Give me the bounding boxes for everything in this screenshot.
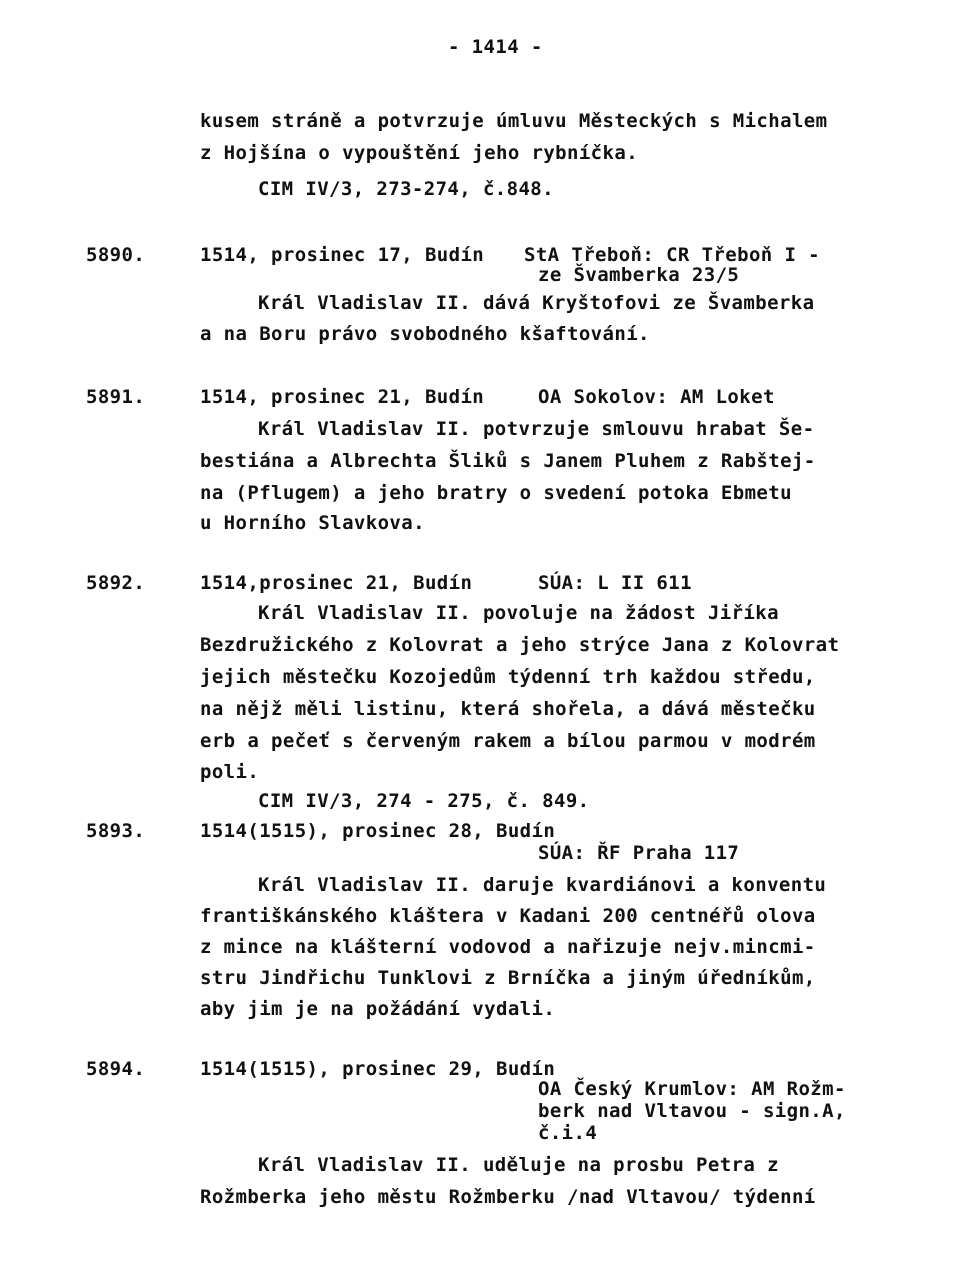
citation: CIM IV/3, 273-274, č.848.	[258, 178, 554, 200]
text-line: z Hojšína o vypouštění jeho rybníčka.	[200, 142, 639, 164]
entry-head: 1514(1515), prosinec 29, Budín	[200, 1058, 556, 1080]
entry-number: 5891.	[86, 386, 146, 408]
text-line: a na Boru právo svobodného kšaftování.	[200, 323, 650, 345]
entry-archive: OA Sokolov: AM Loket	[538, 386, 775, 408]
page-number: - 1414 -	[448, 36, 543, 58]
text-line: stru Jindřichu Tunklovi z Brníčka a jiným úředníkům,	[200, 967, 816, 989]
text-line: Král Vladislav II. povoluje na žádost Jiříka	[258, 602, 779, 624]
text-line: Král Vladislav II. daruje kvardiánovi a konventu	[258, 874, 827, 896]
text-line: bestiána a Albrechta Šliků s Janem Pluhem z Rabštej-	[200, 450, 816, 472]
entry-archive: SÚA: L II 611	[538, 572, 692, 594]
text-line: jejich městečku Kozojedům týdenní trh každou středu,	[200, 666, 816, 688]
entry-head: 1514,prosinec 21, Budín	[200, 572, 473, 594]
text-line: z mince na klášterní vodovod a nařizuje nejv.mincmi-	[200, 936, 816, 958]
text-line: Král Vladislav II. potvrzuje smlouvu hrabat Še-	[258, 418, 815, 440]
entry-archive: OA Český Krumlov: AM Rožm-	[538, 1078, 846, 1100]
entry-number: 5892.	[86, 572, 146, 594]
entry-archive: berk nad Vltavou - sign.A,	[538, 1100, 846, 1122]
entry-number: 5890.	[86, 244, 146, 266]
text-line: Bezdružického z Kolovrat a jeho strýce Jana z Kolovrat	[200, 634, 840, 656]
entry-archive: ze Švamberka 23/5	[538, 264, 740, 286]
text-line: poli.	[200, 761, 260, 783]
text-line: u Horního Slavkova.	[200, 512, 425, 534]
entry-archive: č.i.4	[538, 1122, 598, 1144]
entry-head: 1514, prosinec 17, Budín	[200, 244, 485, 266]
entry-head: 1514(1515), prosinec 28, Budín	[200, 820, 556, 842]
citation: CIM IV/3, 274 - 275, č. 849.	[258, 790, 590, 812]
text-line: Král Vladislav II. dává Kryštofovi ze Švamberka	[258, 292, 815, 314]
text-line: kusem stráně a potvrzuje úmluvu Městeckých s Michalem	[200, 110, 828, 132]
entry-number: 5893.	[86, 820, 146, 842]
entry-archive: SÚA: ŘF Praha 117	[538, 842, 740, 864]
text-line: Král Vladislav II. uděluje na prosbu Petra z	[258, 1154, 779, 1176]
entry-number: 5894.	[86, 1058, 146, 1080]
text-line: erb a pečeť s červeným rakem a bílou parmou v modrém	[200, 730, 816, 752]
text-line: aby jim je na požádání vydali.	[200, 998, 556, 1020]
text-line: na nějž měli listinu, která shořela, a dává městečku	[200, 698, 816, 720]
text-line: Rožmberka jeho městu Rožmberku /nad Vltavou/ týdenní	[200, 1186, 816, 1208]
entry-head: 1514, prosinec 21, Budín	[200, 386, 485, 408]
text-line: františkánského kláštera v Kadani 200 centnéřů olova	[200, 905, 816, 927]
entry-archive: StA Třeboň: CR Třeboň I -	[524, 244, 820, 266]
text-line: na (Pflugem) a jeho bratry o svedení potoka Ebmetu	[200, 482, 792, 504]
